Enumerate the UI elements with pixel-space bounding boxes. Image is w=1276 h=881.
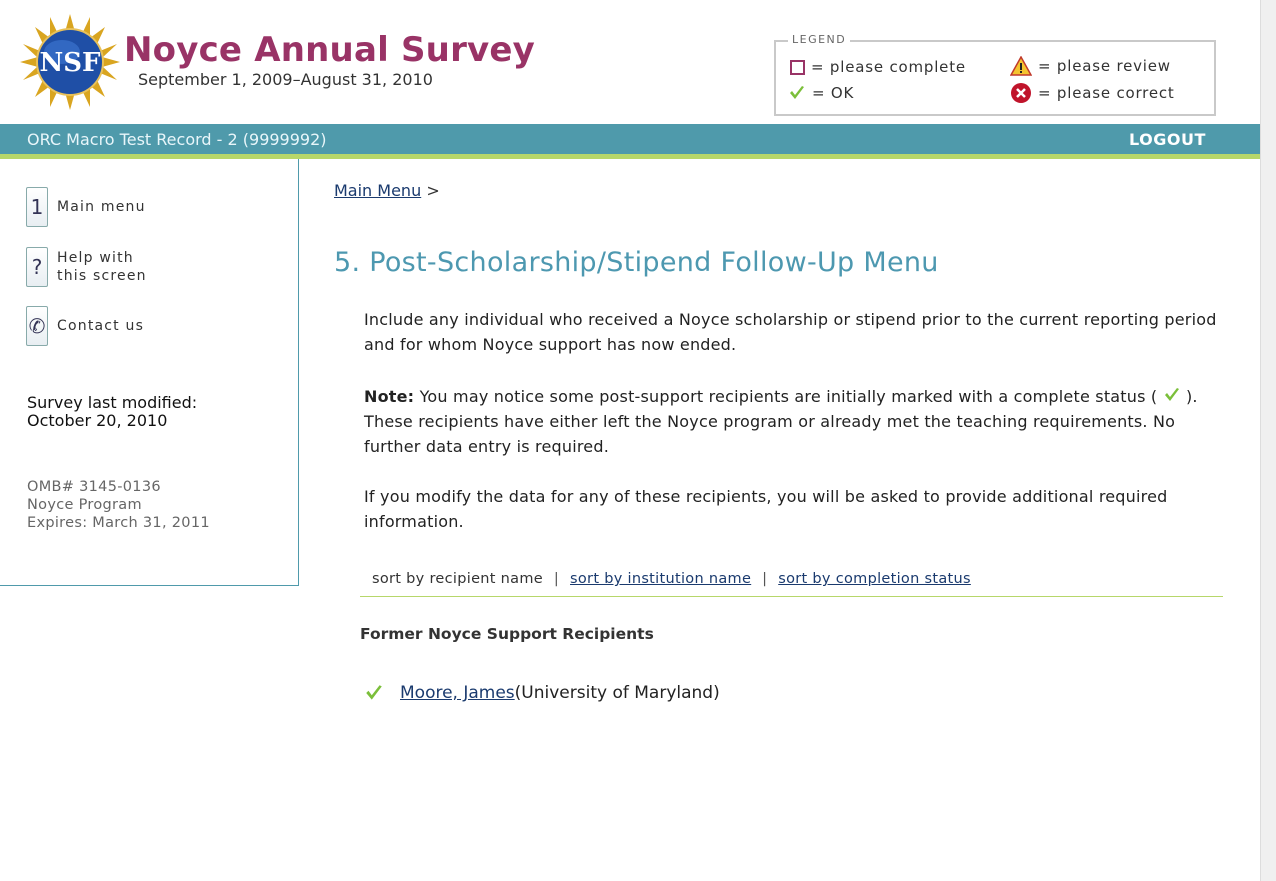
intro-text: Include any individual who received a Noyce scholarship or stipend prior to the current reporting period and for whom Noyce support has now ended.	[364, 310, 1217, 354]
header	[0, 0, 1260, 124]
page-title: Noyce Annual Survey	[124, 30, 536, 70]
modified-date: October 20, 2010	[27, 411, 168, 430]
expires-date: Expires: March 31, 2011	[27, 515, 210, 531]
sidebar-item-contact[interactable]	[26, 306, 144, 346]
sidebar-item-label: Main menu	[57, 199, 146, 215]
help-icon: ?	[26, 247, 48, 287]
sort-separator: |	[553, 571, 560, 587]
survey-dates: September 1, 2009–August 31, 2010	[138, 70, 433, 89]
sidebar-item-main-menu[interactable]	[26, 187, 146, 227]
sidebar-item-help[interactable]	[26, 247, 147, 287]
survey-modified	[27, 394, 197, 430]
check-icon	[364, 683, 384, 703]
modify-text: If you modify the data for any of these recipients, you will be asked to provide additional required information.	[364, 487, 1168, 531]
check-icon	[788, 84, 806, 102]
error-icon	[1010, 82, 1032, 104]
note-text	[364, 384, 1234, 459]
legend-review-label: = please review	[1038, 57, 1171, 75]
modified-label: Survey last modified:	[27, 393, 198, 412]
sort-by-status-link[interactable]: sort by completion status	[778, 571, 971, 587]
recipients-heading: Former Noyce Support Recipients	[360, 625, 654, 643]
legend-ok	[788, 84, 854, 102]
note-part1: You may notice some post-support recipients are initially marked with a complete status (	[414, 387, 1163, 406]
divider	[360, 596, 1223, 597]
logout-button[interactable]: LOGOUT	[1129, 130, 1206, 149]
breadcrumb-separator: >	[426, 181, 440, 200]
omb-info	[27, 478, 210, 532]
sort-options	[372, 571, 971, 587]
legend-correct-label: = please correct	[1038, 84, 1175, 102]
legend-correct	[1010, 82, 1175, 104]
sort-by-recipient: sort by recipient name	[372, 571, 543, 587]
scrollbar[interactable]	[1260, 0, 1276, 881]
check-icon	[1163, 386, 1181, 404]
note-label: Note:	[364, 387, 415, 406]
omb-number: OMB# 3145-0136	[27, 479, 161, 495]
section-title: 5. Post-Scholarship/Stipend Follow-Up Menu	[334, 247, 939, 278]
legend-complete	[790, 58, 966, 76]
svg-text:NSF: NSF	[39, 48, 101, 78]
help-label-line2: this screen	[57, 268, 147, 284]
program-name: Noyce Program	[27, 497, 142, 513]
phone-icon: ✆	[26, 306, 48, 346]
sort-separator: |	[762, 571, 768, 587]
legend-title: LEGEND	[788, 33, 850, 46]
please-complete-icon	[790, 60, 805, 75]
legend-complete-label: = please complete	[811, 58, 966, 76]
legend-box	[774, 33, 1216, 116]
recipient-link[interactable]: Moore, James	[400, 683, 515, 703]
sidebar-item-label: Contact us	[57, 318, 145, 334]
breadcrumb	[334, 181, 440, 200]
recipient-institution: (University of Maryland)	[514, 683, 720, 703]
legend-review	[1010, 56, 1171, 76]
note-part2: ). These recipients have either left the Noyce program or already met the teaching requirements. No further data entry is required.	[364, 387, 1198, 456]
sidebar-item-label	[57, 249, 147, 285]
nsf-logo-icon	[20, 14, 120, 110]
breadcrumb-main-menu-link[interactable]: Main Menu	[334, 181, 422, 200]
list-item	[364, 683, 720, 703]
sort-by-institution-link[interactable]: sort by institution name	[570, 571, 752, 587]
main-menu-icon: 1	[26, 187, 48, 227]
record-label: ORC Macro Test Record - 2 (9999992)	[27, 130, 327, 149]
warning-icon	[1010, 56, 1032, 76]
help-label-line1: Help with	[57, 250, 134, 266]
legend-ok-label: = OK	[812, 84, 855, 102]
